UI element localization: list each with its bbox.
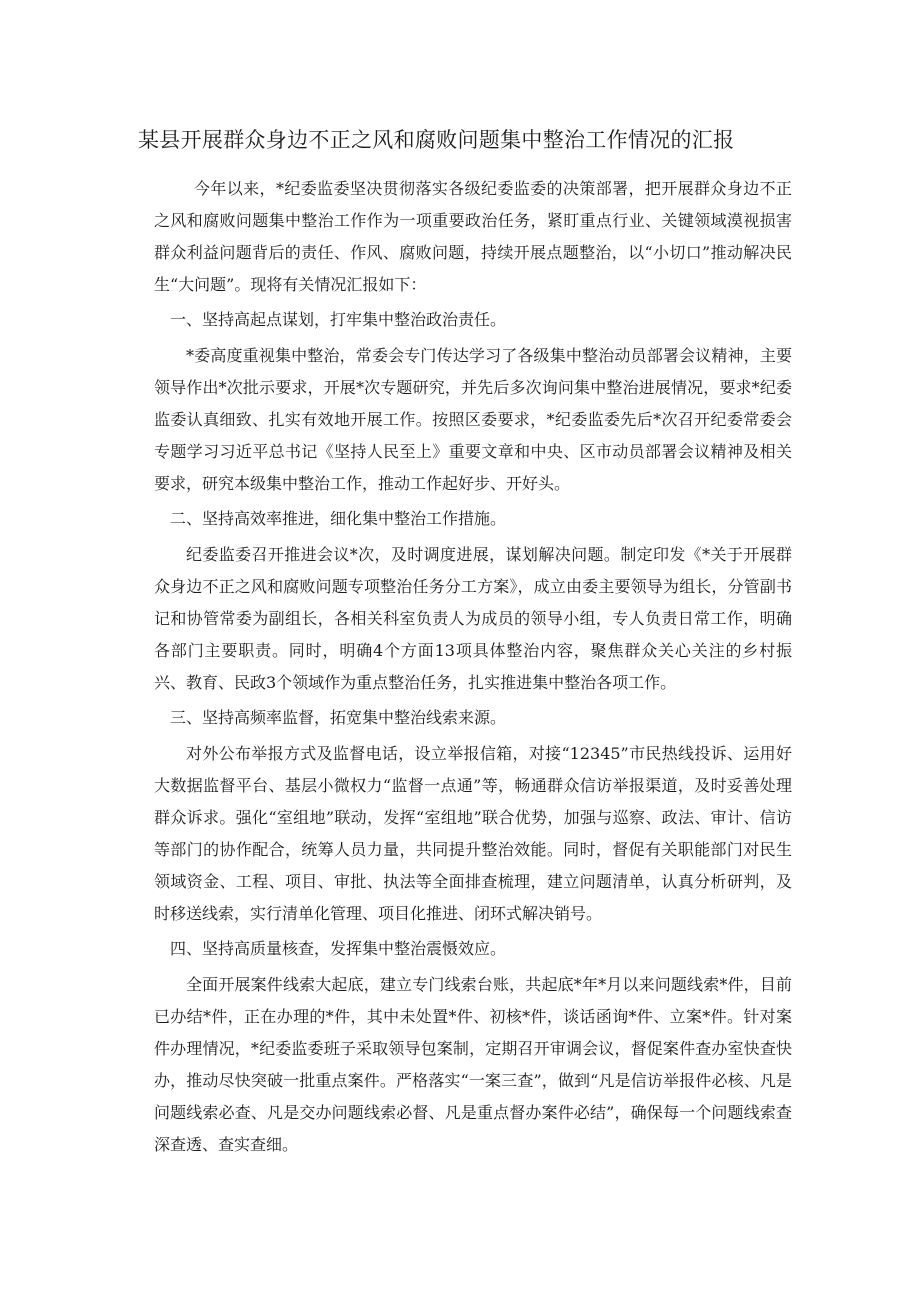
section-1-heading: 一、坚持高起点谋划，打牢集中整治政治责任。 [170,310,507,329]
section-4-heading: 四、坚持高质量核查，发挥集中整治震慑效应。 [170,939,507,958]
document-body [154,173,792,1161]
section-2-body: 纪委监委召开推进会议*次，及时调度进展，谋划解决问题。制定印发《*关于开展群众身边不正之风和腐败问题专项整治任务分工方案》，成立由委主要领导为组长，分管副书记和协管常委为副组长，各相关科室负责人为成员的领导小组，专人负责日常工作，明确各部门主要职责。同时，明确4个方面13项具体整治内容，聚焦群众关心关注的乡村振兴、教育、民政3个领域作为重点整治任务，扎实推进集中整治各项工作。 [154,545,792,692]
intro-paragraph: 今年以来，*纪委监委坚决贯彻落实各级纪委监委的决策部署，把开展群众身边不正之风和腐败问题集中整治工作作为一项重要政治任务，紧盯重点行业、关键领域漠视损害群众利益问题背后的责任、作风、腐败问题，持续开展点题整治，以“小切口”推动解决民生“大问题”。现将有关情况汇报如下： [154,179,792,294]
section-4-body: 全面开展案件线索大起底，建立专门线索台账，共起底*年*月以来问题线索*件，目前已办结*件，正在办理的*件，其中未处置*件、初核*件，谈话函询*件、立案*件。针对案件办理情况，*纪委监委班子采取领导包案制，定期召开审调会议，督促案件查办室快查快办，推动尽快突破一批重点案件。严格落实“一案三查”，做到“凡是信访举报件必核、凡是问题线索必查、凡是交办问题线索必督、凡是重点督办案件必结”，确保每一个问题线索查深查透、查实查细。 [154,975,792,1154]
document-title: 某县开展群众身边不正之风和腐败问题集中整治工作情况的汇报 [138,128,735,152]
section-3-body: 对外公布举报方式及监督电话，设立举报信箱，对接“12345”市民热线投诉、运用好大数据监督平台、基层小微权力“监督一点通”等，畅通群众信访举报渠道，及时妥善处理群众诉求。强化“室组地”联动，发挥“室组地”联合优势，加强与巡察、政法、审计、信访等部门的协作配合，统筹人员力量，共同提升整治效能。同时，督促有关职能部门对民生领域资金、工程、项目、审批、执法等全面排查梳理，建立问题清单，认真分析研判，及时移送线索，实行清单化管理、项目化推进、闭环式解决销号。 [154,744,792,923]
section-3-heading: 三、坚持高频率监督，拓宽集中整治线索来源。 [170,708,507,727]
section-2-heading: 二、坚持高效率推进，细化集中整治工作措施。 [170,509,507,528]
section-1-body: *委高度重视集中整治，常委会专门传达学习了各级集中整治动员部署会议精神，主要领导作出*次批示要求，开展*次专题研究，并先后多次询问集中整治进展情况，要求*纪委监委认真细致、扎实有效地开展工作。按照区委要求，*纪委监委先后*次召开纪委常委会专题学习习近平总书记《坚持人民至上》重要文章和中央、区市动员部署会议精神及相关要求，研究本级集中整治工作，推动工作起好步、开好头。 [154,346,792,493]
